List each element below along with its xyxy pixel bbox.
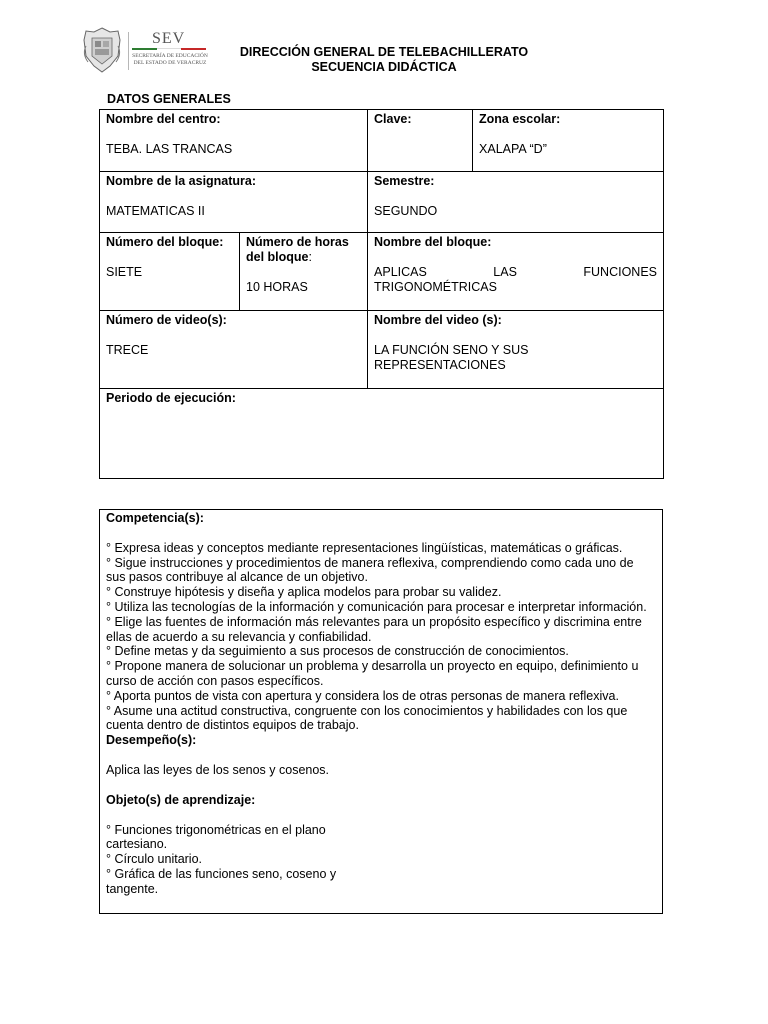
- desempeno-text: Aplica las leyes de los senos y cosenos.: [106, 762, 330, 777]
- list-item: ° Elige las fuentes de información más relevantes para un propósito específico y discrimina entre ellas de acuerdo a su relevancia y confiabilidad.: [106, 614, 642, 644]
- num-bloque-label: Número del bloque:: [106, 235, 224, 249]
- semestre-value: SEGUNDO: [374, 204, 438, 218]
- competencias-box: [99, 509, 663, 914]
- coat-of-arms-icon: [80, 26, 124, 74]
- nombre-bloque-line2: TRIGONOMÉTRICAS: [374, 280, 497, 294]
- cell-semestre: [368, 172, 664, 233]
- objetos-list: [106, 823, 346, 897]
- nombre-bloque-line1: APLICAS LAS FUNCIONES: [374, 265, 658, 279]
- stripe-green: [132, 48, 157, 50]
- general-data-table: [99, 109, 664, 479]
- list-item: ° Construye hipótesis y diseña y aplica modelos para probar su validez.: [106, 585, 502, 600]
- header-line2: SECUENCIA DIDÁCTICA: [311, 60, 457, 74]
- semestre-label: Semestre:: [374, 174, 435, 188]
- list-item: ° Define metas y da seguimiento a sus procesos de construcción de conocimientos.: [106, 644, 569, 659]
- horas-label-1: Número de horas: [246, 235, 349, 249]
- zona-value: XALAPA “D”: [479, 142, 547, 156]
- num-video-value: TRECE: [106, 343, 149, 357]
- cell-periodo: [100, 389, 664, 479]
- num-bloque-value: SIETE: [106, 265, 143, 279]
- cell-nombre-bloque: [368, 233, 664, 311]
- cell-num-video: [100, 311, 368, 389]
- list-item: ° Gráfica de las funciones seno, coseno y tangente.: [106, 866, 337, 896]
- logo-color-stripe: [132, 48, 206, 50]
- cell-clave: [368, 110, 473, 172]
- zona-label: Zona escolar:: [479, 112, 561, 126]
- periodo-label: Periodo de ejecución:: [106, 391, 236, 405]
- logo-subtitle-line2: DEL ESTADO DE VERACRUZ: [133, 59, 207, 66]
- table-row: [100, 233, 664, 311]
- cell-num-bloque: [100, 233, 240, 311]
- competencias-list: [106, 541, 656, 733]
- cell-zona: [473, 110, 664, 172]
- asignatura-value: MATEMATICAS II: [106, 204, 205, 218]
- num-video-label: Número de video(s):: [106, 313, 227, 327]
- table-row: [100, 172, 664, 233]
- logo-subtitle: [132, 53, 208, 66]
- list-item: ° Propone manera de solucionar un problema y desarrolla un proyecto en equipo, definimiento u curso de acción con pasos específicos.: [106, 659, 639, 688]
- list-item: ° Utiliza las tecnologías de la información y comunicación para procesar e interpretar información.: [106, 599, 647, 614]
- stripe-white: [157, 48, 182, 50]
- stripe-red: [181, 48, 206, 50]
- list-item: ° Expresa ideas y conceptos mediante representaciones lingüísticas, matemáticas o gráficas.: [106, 540, 623, 555]
- table-row: [100, 110, 664, 172]
- centro-value: TEBA. LAS TRANCAS: [106, 142, 233, 156]
- sev-logo: [80, 26, 208, 74]
- header-line1: DIRECCIÓN GENERAL DE TELEBACHILLERATO: [239, 45, 529, 59]
- clave-label: Clave:: [374, 112, 412, 126]
- list-item: ° Aporta puntos de vista con apertura y considera los de otras personas de manera reflexiva.: [106, 688, 619, 703]
- horas-value: 10 HORAS: [246, 280, 308, 294]
- horas-label-2-wrap: [246, 250, 312, 264]
- logo-divider: [128, 32, 129, 70]
- competencias-title: Competencia(s):: [106, 511, 204, 525]
- nombre-video-label: Nombre del video (s):: [374, 313, 502, 327]
- cell-horas: [240, 233, 368, 311]
- nombre-bloque-label: Nombre del bloque:: [374, 235, 492, 249]
- nombre-video-value: LA FUNCIÓN SENO Y SUS REPRESENTACIONES: [374, 343, 529, 372]
- list-item: ° Funciones trigonométricas en el plano cartesiano.: [106, 822, 326, 852]
- logo-brand: SEV: [152, 30, 186, 47]
- desempeno-title: Desempeño(s):: [106, 733, 197, 748]
- asignatura-label: Nombre de la asignatura:: [106, 174, 257, 188]
- list-item: ° Sigue instrucciones y procedimientos de manera reflexiva, comprendiendo como cada uno de sus pasos contribuye al alcance de un objetivo.: [106, 555, 634, 585]
- section-title: DATOS GENERALES: [107, 92, 231, 106]
- logo-subtitle-line1: SECRETARÍA DE EDUCACIÓN: [132, 53, 208, 59]
- list-item: ° Círculo unitario.: [106, 852, 203, 867]
- objetos-title: Objeto(s) de aprendizaje:: [106, 792, 256, 807]
- centro-label: Nombre del centro:: [106, 112, 221, 126]
- cell-asignatura: [100, 172, 368, 233]
- table-row: [100, 389, 664, 479]
- table-row: [100, 311, 664, 389]
- cell-nombre-video: [368, 311, 664, 389]
- document-header: [210, 45, 558, 75]
- list-item: ° Asume una actitud constructiva, congruente con los conocimientos y habilidades con los que cuenta dentro de distintos equipos de trabajo.: [106, 703, 628, 733]
- horas-label-2: del bloque: [246, 250, 309, 264]
- horas-label-colon: :: [308, 250, 312, 264]
- cell-centro: [100, 110, 368, 172]
